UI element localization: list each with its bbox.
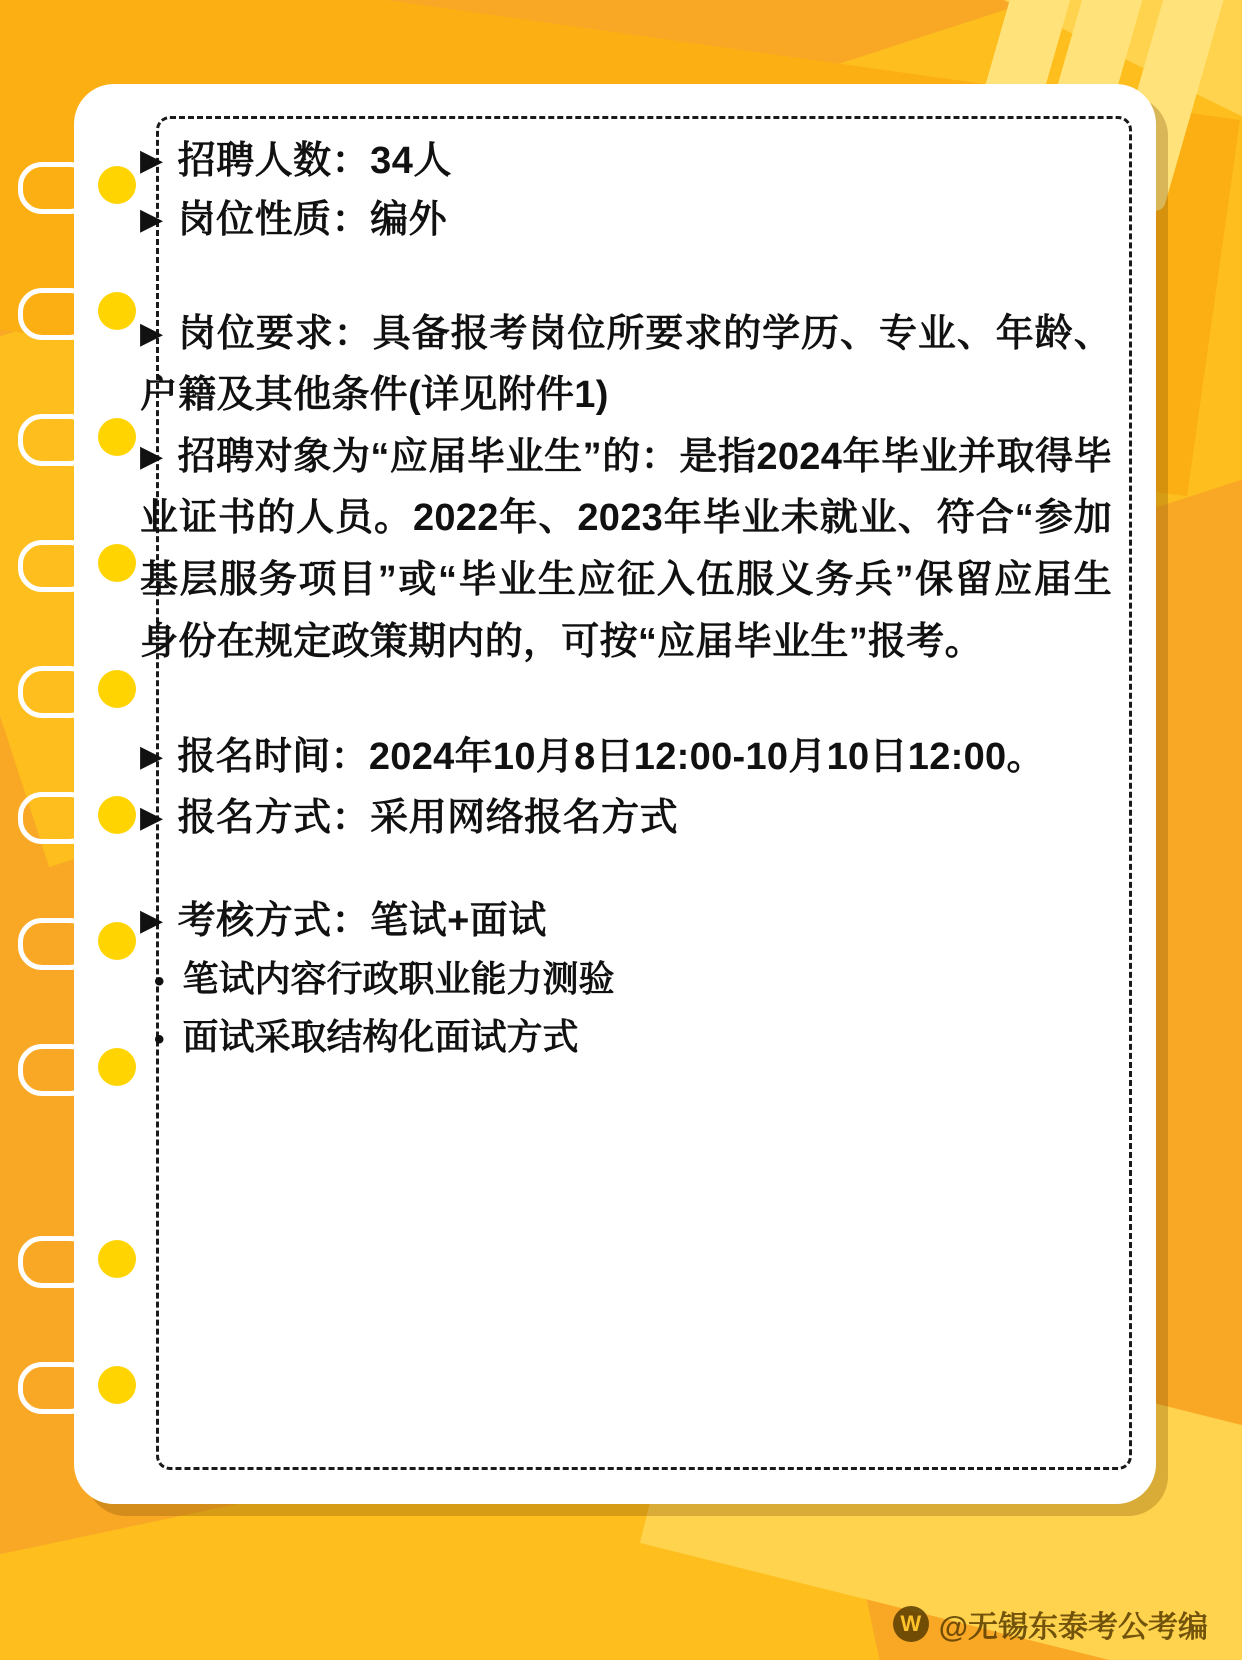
watermark-text: @无锡东泰考公考编 (938, 1611, 1208, 1644)
section-assessment (140, 892, 1112, 1066)
line-assessment-method: ▶ 考核方式：笔试+面试 (140, 892, 1112, 951)
section-signup (140, 727, 1112, 847)
binder-ring (18, 792, 94, 844)
binder-ring (18, 540, 94, 592)
spacer (140, 848, 1112, 892)
binder-rings (0, 84, 190, 1504)
section-basics (140, 132, 1112, 250)
binder-hole (98, 418, 136, 456)
line-interview-format: • 面试采取结构化面试方式 (140, 1008, 1112, 1066)
binder-ring (18, 918, 94, 970)
binder-hole (98, 1366, 136, 1404)
section-requirements (140, 304, 1112, 673)
line-fresh-graduate-definition: ▶ 招聘对象为“应届毕业生”的：是指2024年毕业并取得毕业证书的人员。2022年、2023年毕业未就业、符合“参加基层服务项目”或“毕业生应征入伍服义务兵”保留应届生身份在规定政策期内的，可按“应届毕业生”报考。 (140, 427, 1112, 673)
binder-ring (18, 288, 94, 340)
binder-hole (98, 166, 136, 204)
watermark (893, 1602, 1208, 1646)
line-signup-time: ▶ 报名时间：2024年10月8日12:00-10月10日12:00。 (140, 727, 1112, 789)
binder-hole (98, 796, 136, 834)
line-signup-method: ▶ 报名方式：采用网络报名方式 (140, 789, 1112, 848)
binder-hole (98, 544, 136, 582)
binder-hole (98, 1240, 136, 1278)
spacer (140, 673, 1112, 727)
binder-hole (98, 1048, 136, 1086)
line-written-exam-content: • 笔试内容行政职业能力测验 (140, 950, 1112, 1008)
binder-ring (18, 666, 94, 718)
binder-hole (98, 292, 136, 330)
line-recruit-count: ▶ 招聘人数：34人 (140, 132, 1112, 191)
binder-hole (98, 922, 136, 960)
binder-ring (18, 1044, 94, 1096)
binder-ring (18, 1362, 94, 1414)
line-post-requirements: ▶ 岗位要求：具备报考岗位所要求的学历、专业、年龄、户籍及其他条件(详见附件1) (140, 304, 1112, 427)
line-post-nature: ▶ 岗位性质：编外 (140, 191, 1112, 250)
notebook-card (74, 84, 1156, 1504)
binder-hole (98, 670, 136, 708)
spacer (140, 250, 1112, 304)
weibo-icon: W (893, 1606, 929, 1642)
binder-ring (18, 162, 94, 214)
binder-ring (18, 1236, 94, 1288)
binder-ring (18, 414, 94, 466)
document-body (74, 84, 1156, 1504)
